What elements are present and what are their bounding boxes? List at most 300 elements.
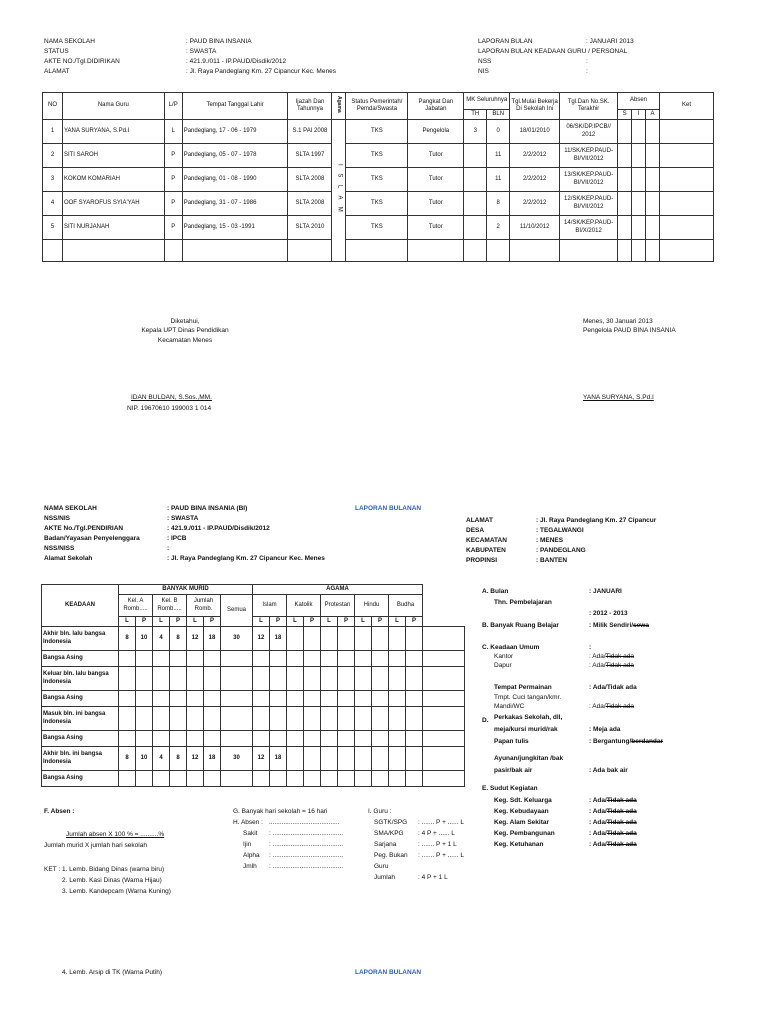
murid-cell: [423, 651, 465, 667]
teacher-cell-th: 3: [464, 120, 487, 144]
teacher-cell-sk: 13/SK/KEP.PAUD-BI/VII/2012: [560, 168, 618, 192]
p2-left-value: : Jl. Raya Pandeglang Km. 27 Cipancur Kec. Menes: [167, 555, 325, 562]
murid-cell: [221, 691, 253, 707]
teacher-cell-ket: [660, 144, 714, 168]
murid-col-p: P: [406, 617, 423, 627]
col-nama: Nama Guru: [62, 93, 164, 120]
sig-left-name: IDAN BULDAN, S.Sos.,MM.: [131, 394, 212, 401]
sudut-value: : Ada/: [589, 797, 607, 804]
p2-right-row: [466, 557, 656, 567]
col-absen-s: S: [618, 110, 632, 120]
i-value: : ....... P + ...... L: [418, 852, 464, 859]
murid-cell: [389, 691, 406, 707]
teacher-cell-lp: P: [164, 216, 182, 240]
f-formula: Jumlah absen X 100 % = ..........%: [66, 831, 165, 838]
info-perk-label1: Perkakas Sekolah, dll,: [494, 714, 563, 721]
teacher-cell-nama: KOKOM KOMARIAH: [62, 168, 164, 192]
teacher-cell-s: [618, 144, 632, 168]
murid-col-protestan: Protestan: [321, 595, 355, 617]
murid-cell: [372, 771, 389, 787]
murid-cell: [423, 691, 465, 707]
murid-cell: [423, 667, 465, 691]
murid-col-budha: Budha: [389, 595, 423, 617]
teacher-cell-bln: 0: [487, 120, 510, 144]
teacher-cell-status: TKS: [346, 144, 408, 168]
murid-cell: [270, 771, 287, 787]
i-label: Jumlah: [374, 874, 395, 881]
murid-cell: [119, 691, 136, 707]
teacher-cell-s: [618, 168, 632, 192]
murid-cell: [355, 627, 372, 651]
murid-cell: [389, 731, 406, 747]
teacher-cell-s: [618, 120, 632, 144]
sig-left-nip: NIP. 19670610 199003 1 014: [127, 405, 212, 412]
info-papan-value: : Bergantung/berdandar: [589, 738, 664, 745]
murid-row-label: Bangsa Asing: [42, 771, 119, 787]
info-c-label: C. Keadaan Umum: [482, 644, 540, 651]
murid-cell: [253, 731, 270, 747]
murid-cell: [187, 691, 204, 707]
teacher-cell-ket: [660, 168, 714, 192]
murid-cell: [253, 667, 270, 691]
info-cuci-value: : Ada/Tidak ada: [589, 703, 634, 710]
teacher-cell-empty: [632, 240, 646, 262]
i-value: : 4 P + ...... L: [418, 830, 455, 837]
teacher-cell-empty: [288, 240, 332, 262]
murid-cell: [119, 707, 136, 731]
teacher-cell-i: [632, 168, 646, 192]
teacher-cell-status: TKS: [346, 192, 408, 216]
p2-left-label: Alamat Sekolah: [44, 555, 93, 562]
murid-cell: [321, 731, 338, 747]
info-b-value: : Milik Sendiri/sewa: [589, 622, 649, 629]
murid-cell: [406, 627, 423, 651]
murid-cell: 8: [119, 747, 136, 771]
murid-cell: [204, 667, 221, 691]
murid-cell: 12: [187, 747, 204, 771]
murid-cell: [270, 707, 287, 731]
murid-cell: [338, 667, 355, 691]
h-value: .......................................: [269, 819, 340, 826]
murid-col-islam: Islam: [253, 595, 287, 617]
top-left-value: : SWASTA: [186, 48, 217, 55]
p2-right-label: KABUPATEN: [466, 547, 506, 554]
murid-col-l: L: [355, 617, 372, 627]
murid-row: [42, 691, 465, 707]
murid-cell: [355, 747, 372, 771]
murid-cell: [321, 667, 338, 691]
i-guru-list: [374, 819, 464, 885]
teacher-cell-ttl: Pandeglang, 05 - 07 - 1978: [182, 144, 288, 168]
murid-cell: [372, 627, 389, 651]
teacher-cell-pangkat: Tutor: [408, 216, 464, 240]
p2-left-label: NSS/NISS: [44, 545, 75, 552]
teacher-cell-s: [618, 216, 632, 240]
ket-1: KET : 1. Lemb. Bidang Dinas (warna biru): [44, 866, 165, 873]
murid-cell: 4: [153, 747, 170, 771]
i-label: SGTK/SPG: [374, 819, 408, 826]
teacher-cell-s: [618, 192, 632, 216]
col-mk-bln: BLN: [487, 110, 510, 120]
teacher-cell-bln: 11: [487, 168, 510, 192]
col-pangkat: Pangkat Dan Jabatan: [408, 93, 464, 120]
p2-left-label: AKTE No./Tgl.PENDIRIAN: [44, 525, 124, 532]
teacher-cell-a: [646, 168, 660, 192]
murid-col-jumlah: Jumlah Romb.: [187, 595, 221, 617]
murid-row-label: Masuk bln. ini bangsa Indonesia: [42, 707, 119, 731]
h-label: Alpha: [243, 852, 260, 859]
laporan-bulanan-bottom: LAPORAN BULANAN: [355, 969, 422, 976]
murid-cell: [119, 731, 136, 747]
p2-left-row: [44, 545, 325, 555]
top-right-label: LAPORAN BULAN: [478, 38, 533, 45]
murid-cell: [304, 651, 321, 667]
murid-col-l: L: [389, 617, 406, 627]
murid-col-p: P: [304, 617, 321, 627]
murid-row: [42, 771, 465, 787]
murid-cell: [253, 707, 270, 731]
top-right-row: [478, 38, 634, 48]
murid-cell: [153, 651, 170, 667]
murid-cell: [170, 691, 187, 707]
top-right-value: : JANUARI 2013: [586, 38, 634, 45]
murid-cell: [287, 627, 304, 651]
murid-cell: [170, 667, 187, 691]
murid-col-kel-b: Kel. B Romb.....: [153, 595, 187, 617]
p2-right-value: : Jl. Raya Pandeglang Km. 27 Cipancur: [536, 517, 657, 524]
top-left-value: : 421.9./011 - IP.PAUD/Disdik/2012: [186, 58, 287, 65]
i-value: : ....... P + 1 L: [418, 841, 457, 848]
murid-cell: [221, 707, 253, 731]
teacher-row: [43, 216, 714, 240]
teacher-cell-th: [464, 192, 487, 216]
murid-cell: [287, 707, 304, 731]
murid-cell: [304, 667, 321, 691]
murid-cell: [338, 627, 355, 651]
murid-cell: [119, 667, 136, 691]
murid-cell: [338, 707, 355, 731]
teacher-cell-ttl: Pandeglang, 15 - 03 -1991: [182, 216, 288, 240]
p2-left-value: : 421.9./011 - IP.PAUD/Disdik/2012: [167, 525, 270, 532]
info-tp-value: : Ada/Tidak ada: [589, 684, 637, 691]
sudut-value: : Ada/: [589, 841, 607, 848]
teacher-cell-i: [632, 120, 646, 144]
teacher-cell-ket: [660, 216, 714, 240]
i-row: [374, 852, 464, 863]
murid-cell: [119, 651, 136, 667]
teacher-cell-ijazah: S.1 PAI 2008: [288, 120, 332, 144]
top-left-label: AKTE NO./Tgl.DIDIRIKAN: [44, 58, 120, 65]
murid-cell: [355, 651, 372, 667]
col-absen: Absen: [618, 93, 660, 110]
murid-cell: [304, 731, 321, 747]
murid-row: [42, 707, 465, 731]
murid-cell: 12: [253, 627, 270, 651]
teacher-row: [43, 168, 714, 192]
murid-cell: [153, 691, 170, 707]
h-label: Jmlh: [243, 863, 257, 870]
i-row: [374, 830, 464, 841]
teacher-cell-no: 1: [43, 120, 63, 144]
info-thn-label: Thn. Pembelajaran: [494, 599, 552, 606]
i-label: I. Guru :: [368, 808, 392, 815]
murid-col-semua: Semua: [221, 595, 253, 627]
h-row: [233, 819, 343, 830]
murid-row: [42, 731, 465, 747]
murid-cell: [170, 731, 187, 747]
murid-col-p: P: [338, 617, 355, 627]
page2-header-right: [466, 517, 656, 567]
sudut-value: : Ada/: [589, 808, 607, 815]
page2-header-left: [44, 505, 325, 565]
info-b-label: B. Banyak Ruang Belajar: [482, 622, 559, 629]
murid-cell: 30: [221, 747, 253, 771]
top-left-row: [44, 48, 336, 58]
sudut-row: [494, 819, 637, 830]
murid-cell: [338, 731, 355, 747]
murid-col-agama: AGAMA: [253, 585, 423, 595]
murid-cell: [389, 747, 406, 771]
sudut-kegiatan-list: [494, 797, 637, 852]
sig-right-line2: Pengelola PAUD BINA INSANIA: [583, 327, 676, 335]
sig-left-line1: Diketahui,: [170, 318, 200, 325]
murid-cell: [119, 771, 136, 787]
murid-cell: [406, 691, 423, 707]
teacher-cell-empty: [510, 240, 560, 262]
murid-cell: [406, 747, 423, 771]
info-c-colon: :: [589, 644, 592, 651]
teacher-cell-sk: 12/SK/KEP.PAUD-BI/VII/2012: [560, 192, 618, 216]
murid-row-label: Bangsa Asing: [42, 651, 119, 667]
murid-col-l: L: [287, 617, 304, 627]
murid-cell: 18: [270, 627, 287, 651]
teacher-cell-i: [632, 216, 646, 240]
murid-cell: [136, 691, 153, 707]
murid-cell: 12: [187, 627, 204, 651]
p2-left-row: [44, 515, 325, 525]
i-value: : ....... P + ...... L: [418, 819, 464, 826]
signature-right: [583, 318, 676, 335]
top-right-label: LAPORAN BULAN KEADAAN GURU / PERSONAL: [478, 48, 628, 55]
murid-cell: [389, 667, 406, 691]
teacher-cell-empty: [487, 240, 510, 262]
murid-cell: [304, 707, 321, 731]
murid-cell: 4: [153, 627, 170, 651]
murid-col-p: P: [136, 617, 153, 627]
teacher-cell-sk: 14/SK/KEP.PAUD-BI/X/2012: [560, 216, 618, 240]
teacher-cell-nama: SITI SAROH: [62, 144, 164, 168]
i-label: Peg. Bukan: [374, 852, 408, 859]
teacher-cell-a: [646, 120, 660, 144]
top-left-label: ALAMAT: [44, 68, 70, 75]
f-denom: Jumlah murid X jumlah hari sekolah: [44, 842, 147, 849]
murid-row-label: Keluar bln. lalu bangsa Indonesia: [42, 667, 119, 691]
murid-row: [42, 627, 465, 651]
top-right-row: [478, 68, 634, 78]
h-row: [233, 841, 343, 852]
murid-cell: 30: [221, 627, 253, 651]
teacher-cell-no: 3: [43, 168, 63, 192]
murid-cell: [187, 771, 204, 787]
p2-left-value: : SWASTA: [167, 515, 199, 522]
murid-row: [42, 651, 465, 667]
murid-cell: [270, 651, 287, 667]
p2-left-row: [44, 535, 325, 545]
murid-cell: [204, 771, 221, 787]
murid-cell: 10: [136, 747, 153, 771]
murid-cell: [355, 691, 372, 707]
murid-cell: [423, 747, 465, 771]
murid-cell: [253, 771, 270, 787]
teacher-cell-pangkat: Tutor: [408, 144, 464, 168]
ket-2: 2. Lemb. Kasi Dinas (Warna Hijau): [62, 877, 162, 884]
h-label: H. Absen :: [233, 819, 263, 826]
teacher-cell-no: 4: [43, 192, 63, 216]
murid-cell: [389, 707, 406, 731]
murid-cell: [153, 731, 170, 747]
p2-right-value: : TEGALWANGI: [536, 527, 584, 534]
teacher-cell-th: [464, 144, 487, 168]
murid-cell: [338, 771, 355, 787]
murid-cell: [136, 731, 153, 747]
sig-right-name: YANA SURYANA, S.Pd.I: [583, 394, 654, 401]
murid-col-banyak: BANYAK MURID: [119, 585, 253, 595]
murid-cell: [304, 747, 321, 771]
teacher-cell-status: TKS: [346, 120, 408, 144]
teacher-cell-no: 5: [43, 216, 63, 240]
murid-cell: [187, 707, 204, 731]
murid-cell: [355, 731, 372, 747]
murid-cell: [389, 627, 406, 651]
i-label: Sarjana: [374, 841, 397, 848]
murid-cell: [406, 667, 423, 691]
sudut-strike: Tidak ada: [606, 841, 637, 848]
teacher-cell-th: [464, 168, 487, 192]
murid-cell: 8: [170, 627, 187, 651]
murid-cell: [253, 651, 270, 667]
murid-cell: [423, 731, 465, 747]
murid-cell: [136, 771, 153, 787]
sudut-value: : Ada/: [589, 830, 607, 837]
teacher-cell-i: [632, 144, 646, 168]
murid-cell: [355, 667, 372, 691]
murid-cell: [221, 667, 253, 691]
murid-cell: 18: [270, 747, 287, 771]
teacher-cell-th: [464, 216, 487, 240]
teacher-cell-empty: [182, 240, 288, 262]
murid-cell: [338, 691, 355, 707]
teacher-cell-no: 2: [43, 144, 63, 168]
murid-cell: [423, 707, 465, 731]
p2-right-value: : MENES: [536, 537, 564, 544]
top-left-row: [44, 38, 336, 48]
murid-col-hindu: Hindu: [355, 595, 389, 617]
teacher-cell-empty: [408, 240, 464, 262]
murid-row-label: Akhir bln. lalu bangsa Indonesia: [42, 627, 119, 651]
teacher-cell-empty: [346, 240, 408, 262]
p2-left-value: : PAUD BINA INSANIA (BI): [167, 505, 248, 512]
murid-col-p: P: [372, 617, 389, 627]
murid-cell: [355, 771, 372, 787]
sudut-label: Keg. Kebudayaan: [494, 808, 549, 815]
teacher-cell-ijazah: SLTA 2010: [288, 216, 332, 240]
murid-cell: [372, 691, 389, 707]
murid-cell: [372, 707, 389, 731]
murid-row: [42, 667, 465, 691]
h-absen-list: [233, 819, 343, 874]
col-absen-a: A: [646, 110, 660, 120]
murid-col-keadaan: KEADAAN: [42, 585, 119, 627]
murid-cell: [321, 691, 338, 707]
info-kantor-label: Kantor: [494, 653, 514, 660]
murid-cell: [372, 667, 389, 691]
top-left-value: : Jl. Raya Pandeglang Km. 27 Cipancur Kec. Menes: [186, 68, 336, 75]
teacher-cell-ket: [660, 192, 714, 216]
teacher-cell-sk: 11/SK/KEP.PAUD-BI/VII/2012: [560, 144, 618, 168]
teacher-cell-agama: [332, 120, 346, 262]
teacher-cell-lp: P: [164, 144, 182, 168]
i-label: SMA/KPG: [374, 830, 404, 837]
p2-right-value: : PANDEGLANG: [536, 547, 586, 554]
teacher-cell-empty: [660, 240, 714, 262]
info-d-label: D.: [482, 717, 489, 724]
h-row: [233, 830, 343, 841]
murid-cell: [321, 707, 338, 731]
info-thn-value: : 2012 - 2013: [589, 610, 628, 617]
top-left-row: [44, 68, 336, 78]
sig-right-line1: Menes, 30 Januari 2013: [583, 318, 653, 325]
murid-cell: [406, 651, 423, 667]
teacher-cell-ijazah: SLTA 1997: [288, 144, 332, 168]
murid-cell: [406, 707, 423, 731]
teacher-cell-nama: YANA SURYANA, S.Pd.I: [62, 120, 164, 144]
sudut-strike: Tidak ada: [606, 797, 637, 804]
murid-cell: 12: [253, 747, 270, 771]
murid-cell: [270, 667, 287, 691]
teacher-cell-a: [646, 144, 660, 168]
info-ayun-label2: pasir/bak air: [494, 767, 533, 774]
murid-cell: [321, 627, 338, 651]
h-label: Ijin: [243, 841, 252, 848]
murid-col-kel-a: Kel. A Romb.....: [119, 595, 153, 617]
teacher-cell-empty: [164, 240, 182, 262]
col-mk-th: TH: [464, 110, 487, 120]
info-perk-value: : Meja ada: [589, 726, 621, 733]
murid-col-p: P: [170, 617, 187, 627]
murid-cell: [372, 731, 389, 747]
teacher-cell-empty: [464, 240, 487, 262]
top-left-value: : PAUD BINA INSANIA: [186, 38, 252, 45]
teacher-cell-nama: OOF SYAROFUS SYIA'YAH: [62, 192, 164, 216]
sudut-row: [494, 797, 637, 808]
murid-cell: [423, 771, 465, 787]
murid-row-label: Bangsa Asing: [42, 731, 119, 747]
p2-left-label: Badan/Yayasan Penyelenggara: [44, 535, 140, 542]
murid-cell: [423, 627, 465, 651]
murid-cell: [321, 747, 338, 771]
col-ijazah: Ijazah Dan Tahunnya: [288, 93, 332, 120]
p2-right-row: [466, 517, 656, 527]
info-a-value: : JANUARI: [589, 588, 622, 595]
info-ayun-label1: Ayunan/jungkitan /bak: [494, 755, 564, 762]
top-left-row: [44, 58, 336, 68]
murid-cell: [287, 667, 304, 691]
murid-cell: [253, 691, 270, 707]
info-perk-label2: meja/kursi murid/rak: [494, 726, 558, 733]
teacher-row: [43, 120, 714, 144]
teacher-cell-ttl: Pandeglang, 17 - 06 - 1979: [182, 120, 288, 144]
murid-cell: [221, 731, 253, 747]
